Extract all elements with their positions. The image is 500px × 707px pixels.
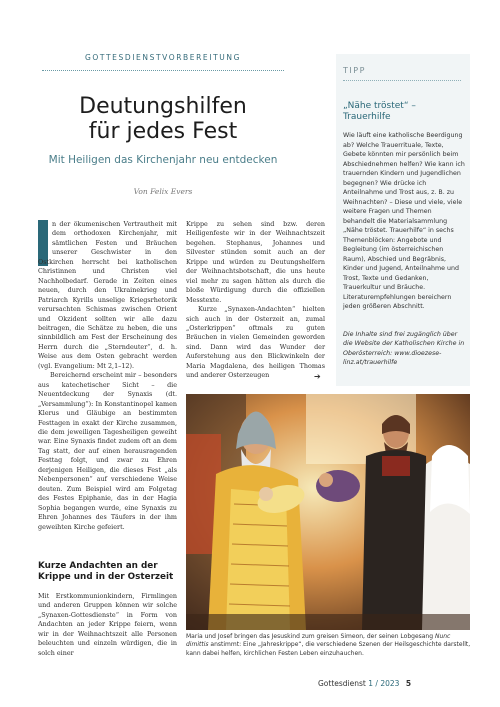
caption-text-start: Maria und Josef bringen das Jesuskind zum greisen Simeon, der seinen Lobgesang xyxy=(186,633,435,640)
nativity-photo xyxy=(186,394,470,630)
paragraph-1: n der ökumenischen Vertrautheit mit dem orthodoxen Kirchenjahr, mit sämtlichen Festen und Bräuchen unserer Geschwister in den Ostkirchen herrscht bei katholischen Christinnen und Christen viel Nachholbedarf. Gerade in Zeiten eines neuen, durch den Ukrainekrieg und Patriarch Kyrills unselige Kriegsrhetorik verursachten Schismas zwischen Orient und Okzident sollten wir alle dazu beitragen, die Schätze zu heben, die uns sinnbildlich am Fest der Erscheinung des Herrn durch die „Sterndeuter“, d. h. Weise aus dem Osten gebracht werden (vgl. Evangelium: Mt 2,1–12). xyxy=(38,220,177,370)
title-line-1: Deutungshilfen xyxy=(79,94,247,119)
subheading: Kurze Andachten an der Krippe und in der Osterzeit xyxy=(38,561,174,582)
page-number: 5 xyxy=(405,679,412,688)
tip-label: TIPP xyxy=(343,66,366,75)
drop-cap-space xyxy=(38,220,52,256)
page-footer xyxy=(318,679,411,688)
tip-note: Die Inhalte sind frei zugänglich über die Website der Katholischen Kirche in Oberösterreich: www.dioezese-linz.at/trauerhilfe xyxy=(343,331,465,366)
tip-divider xyxy=(343,80,461,81)
section-kicker: GOTTESDIENSTVORBEREITUNG xyxy=(85,53,241,62)
tip-text: Wie läuft eine katholische Beerdigung ab? Welche Trauerrituale, Texte, Gebete könnten mir persönlich beim Abschiednehmen helfen? Wie kann ich trauernden Kindern und Jugendlichen begegnen? Wie drücke ich Anteilnahme und Trost aus, z. B. zu Weihnachten? – Diese und viele, viele weitere Fragen und Themen behandelt die Materialsammlung „Nähe tröstet. Trauerhilfe“ in sechs Themenblöcken: Angebote und Begleitung (im österreichischen Raum), Abschied und Begräbnis, Kinder und Jugend, Anteilnahme und Trost, Texte und Gedanken, Trauerkultur und Bräuche. Literaturempfehlungen bereichern jeden größeren Abschnitt. xyxy=(343,132,465,310)
column-1 xyxy=(38,220,177,532)
caption-emphasis: Nunc dimittis xyxy=(186,633,451,649)
article-title xyxy=(0,94,326,144)
column-1-continued xyxy=(38,592,177,658)
article-author: Von Felix Evers xyxy=(133,187,193,196)
article-subtitle: Mit Heiligen das Kirchenjahr neu entdecken xyxy=(48,154,278,166)
paragraph-4: Krippe zu sehen sind bzw. deren Heiligenfeste wir in der Weihnachtszeit begehen. Stephanus, Johannes und Silvester stünden somit auch an der Krippe und würden zu Deutungshelfern der Weihnachtsbotschaft, die uns heute viel mehr zu sagen hätten als durch die bloße Würdigung durch die offiziellen Messtexte. xyxy=(186,220,325,304)
tip-title: „Nähe tröstet“ – Trauerhilfe xyxy=(343,101,416,122)
column-2 xyxy=(186,220,325,381)
continue-arrow-icon: ➔ xyxy=(314,372,321,381)
kicker-divider xyxy=(42,70,284,71)
caption-text-end: anstimmt: Eine „Jahreskrippe“, die verschiedene Szenen der Heilsgeschichte darstellt, kann dabei helfen, kirchlichen Festen Leben einzuhauchen. xyxy=(186,641,471,657)
title-line-2: für jedes Fest xyxy=(88,119,238,144)
magazine-name: Gottesdienst xyxy=(318,679,366,688)
paragraph-5: Kurze „Synaxen-Andachten“ hielten sich auch in der Osterzeit an, zumal „Osterkrippen“ oftmals zu guten Bräuchen in vielen Gemeinden geworden sind. Dann wird das Wunder der Auferstehung aus den Blickwinkeln der Maria Magdalena, des heiligen Thomas und anderer Osterzeugen xyxy=(186,305,325,380)
paragraph-2: Bereichernd erscheint mir – besonders aus katechetischer Sicht – die Neuentdeckung der Synaxis (dt. „Versammlung“): In Konstantinopel kamen Klerus und Gläubige an bestimmten Festtagen in exakt der Kirche zusammen, die dem jeweiligen Tagesheiligen geweiht war. Eine Synaxis findet zudem oft an dem Tag statt, der auf einen herausragenden Festtag folgt, und zwar zu Ehren derjenigen Heiligen, die dieses Fest „als Nebenpersonen“ auf verschiedene Weise deuten. Zum Beispiel wird am Folgetag des Festes Epiphanie, das in der Hagia Sophia begangen wurde, eine Synaxis zu Ehren Johannes des Täufers in der ihm geweihten Kirche gefeiert. xyxy=(38,371,177,531)
paragraph-3: Mit Erstkommunionkindern, Firmlingen und anderen Gruppen können wir solche „Synaxen-Gottesdienste“ in Form von Andachten an jeder Krippe feiern, wenn wir in der Weihnachtszeit alle Personen beleuchten und einzeln würdigen, die in solch einer xyxy=(38,592,177,657)
issue-number: 1 / 2023 xyxy=(368,679,400,688)
nativity-figures-illustration xyxy=(186,394,470,630)
photo-caption xyxy=(186,633,471,658)
